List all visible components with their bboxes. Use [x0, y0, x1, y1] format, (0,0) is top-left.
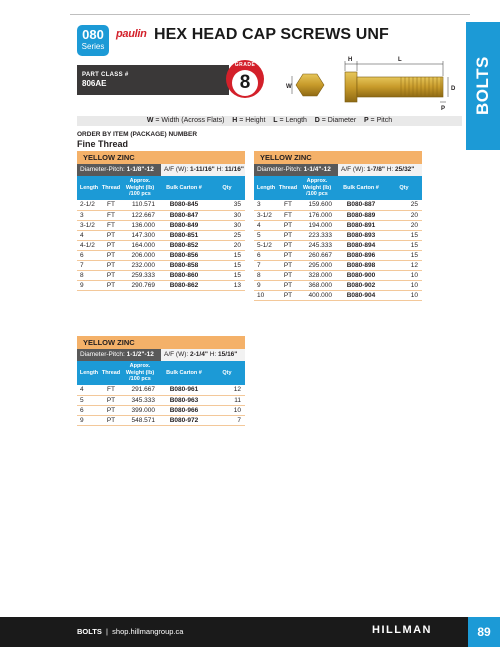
cell-length: 3 — [254, 200, 278, 210]
spec-row — [254, 164, 422, 176]
cell-thread: PT — [278, 250, 298, 260]
brand-logo: paulin — [116, 28, 147, 40]
dp-value: 1-1/2"-12 — [126, 351, 154, 358]
col-qty: Qty — [209, 361, 245, 385]
table-body — [77, 385, 245, 425]
cell-bulk-carton: B080-851 — [159, 230, 209, 240]
finish-header: YELLOW ZINC — [77, 336, 245, 349]
data-table — [77, 176, 245, 291]
af-value: 1-7/8" — [367, 166, 385, 173]
cell-bulk-carton: B080-852 — [159, 240, 209, 250]
product-table-2 — [254, 151, 422, 301]
cell-length: 9 — [77, 415, 101, 425]
series-label: Series — [81, 42, 105, 51]
thread-type-heading: Fine Thread — [77, 139, 129, 149]
part-class-label: PART CLASS # — [82, 72, 129, 78]
table-row — [254, 290, 422, 300]
dp-label: Diameter-Pitch: — [257, 166, 304, 173]
table-row — [254, 230, 422, 240]
cell-bulk-carton: B080-858 — [159, 260, 209, 270]
cell-weight: 290.769 — [121, 280, 159, 290]
cell-bulk-carton: B080-972 — [159, 415, 209, 425]
table-row — [254, 250, 422, 260]
cell-thread: FT — [101, 210, 121, 220]
cell-qty: 20 — [209, 240, 245, 250]
cell-thread: PT — [101, 260, 121, 270]
cell-bulk-carton: B080-860 — [159, 270, 209, 280]
dim-p-label: P — [441, 106, 446, 112]
col-bulk-carton: Bulk Carton # — [159, 361, 209, 385]
cell-qty: 7 — [209, 415, 245, 425]
table-row — [77, 210, 245, 220]
cell-length: 8 — [77, 270, 101, 280]
cell-weight: 122.667 — [121, 210, 159, 220]
cell-bulk-carton: B080-887 — [336, 200, 386, 210]
bolt-head-side — [345, 72, 357, 102]
col-length: Length — [77, 176, 101, 200]
grade-word: GRADE — [234, 62, 256, 68]
diameter-pitch — [77, 164, 161, 176]
cell-qty: 15 — [386, 250, 422, 260]
col-thread: Thread — [101, 361, 121, 385]
dim-l-label: L — [398, 57, 402, 63]
top-rule — [70, 14, 470, 15]
page-title: HEX HEAD CAP SCREWS UNF — [154, 26, 389, 43]
table-row — [77, 405, 245, 415]
cell-qty: 15 — [209, 270, 245, 280]
cell-length: 8 — [254, 270, 278, 280]
cell-thread: PT — [101, 250, 121, 260]
cell-qty: 10 — [209, 405, 245, 415]
af-label: A/F (W): — [164, 166, 190, 173]
cell-length: 4 — [254, 220, 278, 230]
dim-h-label: H — [348, 57, 353, 63]
cell-weight: 400.000 — [298, 290, 336, 300]
col-bulk-carton: Bulk Carton # — [336, 176, 386, 200]
cell-bulk-carton: B080-898 — [336, 260, 386, 270]
af-value: 2-1/4" — [190, 351, 208, 358]
cell-qty: 13 — [209, 280, 245, 290]
cell-length: 3-1/2 — [254, 210, 278, 220]
cell-thread: PT — [101, 270, 121, 280]
cell-weight: 147.300 — [121, 230, 159, 240]
cell-qty: 15 — [386, 230, 422, 240]
cell-qty: 15 — [209, 260, 245, 270]
cell-length: 3-1/2 — [77, 220, 101, 230]
dp-value: 1-1/8"-12 — [126, 166, 154, 173]
cell-thread: PT — [278, 270, 298, 280]
finish-header: YELLOW ZINC — [254, 151, 422, 164]
col-bulk-carton: Bulk Carton # — [159, 176, 209, 200]
cell-weight: 223.333 — [298, 230, 336, 240]
af-h — [161, 164, 245, 176]
cell-qty: 25 — [386, 200, 422, 210]
footer-text — [77, 627, 183, 636]
footer-url[interactable]: shop.hillmangroup.ca — [112, 627, 184, 636]
cell-qty: 20 — [386, 220, 422, 230]
dp-value: 1-1/4"-12 — [303, 166, 331, 173]
cell-thread: FT — [101, 220, 121, 230]
cell-weight: 259.333 — [121, 270, 159, 280]
page-number: 89 — [468, 617, 500, 647]
cell-qty: 10 — [386, 270, 422, 280]
cell-length: 9 — [254, 280, 278, 290]
table-row — [77, 385, 245, 395]
col-qty: Qty — [209, 176, 245, 200]
diameter-pitch — [254, 164, 338, 176]
dp-label: Diameter-Pitch: — [80, 166, 127, 173]
cell-bulk-carton: B080-900 — [336, 270, 386, 280]
cell-length: 6 — [254, 250, 278, 260]
table-row — [77, 260, 245, 270]
af-h — [338, 164, 422, 176]
cell-weight: 194.000 — [298, 220, 336, 230]
series-badge — [77, 25, 109, 56]
table-row — [254, 240, 422, 250]
cell-qty: 35 — [209, 200, 245, 210]
h-label: H: — [207, 351, 219, 358]
spec-row — [77, 164, 245, 176]
af-label: A/F (W): — [341, 166, 367, 173]
legend-key: D — [314, 117, 320, 124]
table-row — [77, 280, 245, 290]
dim-w-label: W — [286, 84, 292, 90]
spec-row — [77, 349, 245, 361]
cell-thread: PT — [278, 260, 298, 270]
cell-weight: 368.000 — [298, 280, 336, 290]
cell-qty: 25 — [209, 230, 245, 240]
cell-thread: PT — [101, 280, 121, 290]
cell-weight: 206.000 — [121, 250, 159, 260]
table-row — [254, 280, 422, 290]
af-value: 1-11/16" — [190, 166, 215, 173]
legend-key: H — [232, 117, 238, 124]
column-header-row — [77, 361, 245, 385]
cell-bulk-carton: B080-904 — [336, 290, 386, 300]
cell-length: 10 — [254, 290, 278, 300]
col-weight: Approx. Weight (lb) /100 pcs — [298, 176, 336, 200]
cell-thread: PT — [278, 280, 298, 290]
cell-length: 3 — [77, 210, 101, 220]
diameter-pitch — [77, 349, 161, 361]
cell-length: 4 — [77, 385, 101, 395]
cell-thread: PT — [101, 395, 121, 405]
series-number: 080 — [82, 27, 104, 42]
cell-length: 5-1/2 — [254, 240, 278, 250]
cell-thread: FT — [278, 210, 298, 220]
cell-thread: PT — [101, 405, 121, 415]
cell-thread: PT — [101, 230, 121, 240]
cell-length: 2-1/2 — [77, 200, 101, 210]
legend-key: W — [146, 117, 154, 124]
table-row — [254, 200, 422, 210]
col-thread: Thread — [278, 176, 298, 200]
table-row — [254, 220, 422, 230]
cell-thread: PT — [278, 230, 298, 240]
table-row — [77, 230, 245, 240]
footer-section: BOLTS — [77, 627, 102, 636]
product-table-3 — [77, 336, 245, 426]
cell-thread: PT — [278, 220, 298, 230]
cell-bulk-carton: B080-847 — [159, 210, 209, 220]
h-value: 25/32" — [395, 166, 415, 173]
legend-key: P — [363, 117, 369, 124]
table-row — [254, 210, 422, 220]
dim-d-label: D — [451, 86, 456, 92]
col-weight: Approx. Weight (lb) /100 pcs — [121, 361, 159, 385]
cell-qty: 10 — [386, 280, 422, 290]
cell-thread: FT — [278, 200, 298, 210]
cell-bulk-carton: B080-902 — [336, 280, 386, 290]
cell-qty: 11 — [209, 395, 245, 405]
col-weight: Approx. Weight (lb) /100 pcs — [121, 176, 159, 200]
footer-brand: HILLMAN — [372, 624, 432, 636]
cell-thread: PT — [101, 415, 121, 425]
cell-bulk-carton: B080-894 — [336, 240, 386, 250]
cell-qty: 12 — [386, 260, 422, 270]
column-header-row — [254, 176, 422, 200]
part-class-bar — [77, 65, 229, 95]
cell-qty: 30 — [209, 210, 245, 220]
cell-bulk-carton: B080-963 — [159, 395, 209, 405]
col-length: Length — [77, 361, 101, 385]
data-table — [77, 361, 245, 426]
bolt-head-end — [296, 74, 324, 96]
af-label: A/F (W): — [164, 351, 190, 358]
af-h — [161, 349, 245, 361]
cell-thread: FT — [101, 385, 121, 395]
table-row — [77, 270, 245, 280]
cell-weight: 345.333 — [121, 395, 159, 405]
legend-text: = Length — [277, 117, 307, 124]
cell-bulk-carton: B080-845 — [159, 200, 209, 210]
table-row — [77, 200, 245, 210]
cell-bulk-carton: B080-893 — [336, 230, 386, 240]
finish-header: YELLOW ZINC — [77, 151, 245, 164]
cell-bulk-carton: B080-862 — [159, 280, 209, 290]
cell-weight: 110.571 — [121, 200, 159, 210]
cell-length: 4-1/2 — [77, 240, 101, 250]
cell-thread: FT — [101, 200, 121, 210]
cell-qty: 10 — [386, 290, 422, 300]
dp-label: Diameter-Pitch: — [80, 351, 127, 358]
table-body — [254, 200, 422, 300]
table-row — [77, 240, 245, 250]
cell-weight: 136.000 — [121, 220, 159, 230]
cell-qty: 20 — [386, 210, 422, 220]
table-row — [77, 220, 245, 230]
cell-weight: 295.000 — [298, 260, 336, 270]
cell-bulk-carton: B080-889 — [336, 210, 386, 220]
data-table — [254, 176, 422, 301]
cell-length: 7 — [254, 260, 278, 270]
cell-length: 6 — [77, 250, 101, 260]
h-label: H: — [384, 166, 396, 173]
cell-thread: PT — [278, 240, 298, 250]
table-body — [77, 200, 245, 290]
legend-text: = Width (Across Flats) — [153, 117, 225, 124]
cell-qty: 15 — [209, 250, 245, 260]
cell-length: 4 — [77, 230, 101, 240]
cell-weight: 328.000 — [298, 270, 336, 280]
order-label: ORDER BY ITEM (PACKAGE) NUMBER — [77, 131, 198, 138]
cell-bulk-carton: B080-961 — [159, 385, 209, 395]
cell-length: 5 — [254, 230, 278, 240]
column-header-row — [77, 176, 245, 200]
cell-qty: 12 — [209, 385, 245, 395]
cell-bulk-carton: B080-849 — [159, 220, 209, 230]
product-table-1 — [77, 151, 245, 291]
table-row — [77, 250, 245, 260]
cell-weight: 176.000 — [298, 210, 336, 220]
footer-sep: | — [106, 627, 108, 636]
bolt-shank — [357, 77, 443, 97]
col-length: Length — [254, 176, 278, 200]
cell-weight: 399.000 — [121, 405, 159, 415]
cell-qty: 15 — [386, 240, 422, 250]
cell-bulk-carton: B080-896 — [336, 250, 386, 260]
legend-text: = Pitch — [368, 117, 393, 124]
dimension-legend — [77, 116, 462, 126]
cell-qty: 30 — [209, 220, 245, 230]
grade-value: 8 — [232, 70, 258, 96]
cell-bulk-carton: B080-856 — [159, 250, 209, 260]
h-value: 15/16" — [218, 351, 238, 358]
table-row — [254, 270, 422, 280]
cell-length: 7 — [77, 260, 101, 270]
cell-length: 6 — [77, 405, 101, 415]
cell-weight: 245.333 — [298, 240, 336, 250]
cell-bulk-carton: B080-966 — [159, 405, 209, 415]
h-label: H: — [214, 166, 225, 173]
cell-weight: 291.667 — [121, 385, 159, 395]
cell-weight: 260.667 — [298, 250, 336, 260]
legend-text: = Diameter — [319, 117, 357, 124]
bolt-diagram — [286, 52, 466, 122]
cell-weight: 164.000 — [121, 240, 159, 250]
part-class-value: 806AE — [82, 79, 107, 88]
cell-bulk-carton: B080-891 — [336, 220, 386, 230]
cell-length: 9 — [77, 280, 101, 290]
col-thread: Thread — [101, 176, 121, 200]
legend-key: L — [273, 117, 278, 124]
side-tab-label: BOLTS — [473, 56, 492, 116]
cell-thread: PT — [278, 290, 298, 300]
h-value: 11/16" — [224, 166, 244, 173]
col-qty: Qty — [386, 176, 422, 200]
legend-text: = Height — [237, 117, 266, 124]
table-row — [254, 260, 422, 270]
table-row — [77, 415, 245, 425]
cell-length: 5 — [77, 395, 101, 405]
table-row — [77, 395, 245, 405]
cell-thread: PT — [101, 240, 121, 250]
cell-weight: 159.600 — [298, 200, 336, 210]
cell-weight: 232.000 — [121, 260, 159, 270]
cell-weight: 548.571 — [121, 415, 159, 425]
grade-badge — [226, 60, 264, 98]
